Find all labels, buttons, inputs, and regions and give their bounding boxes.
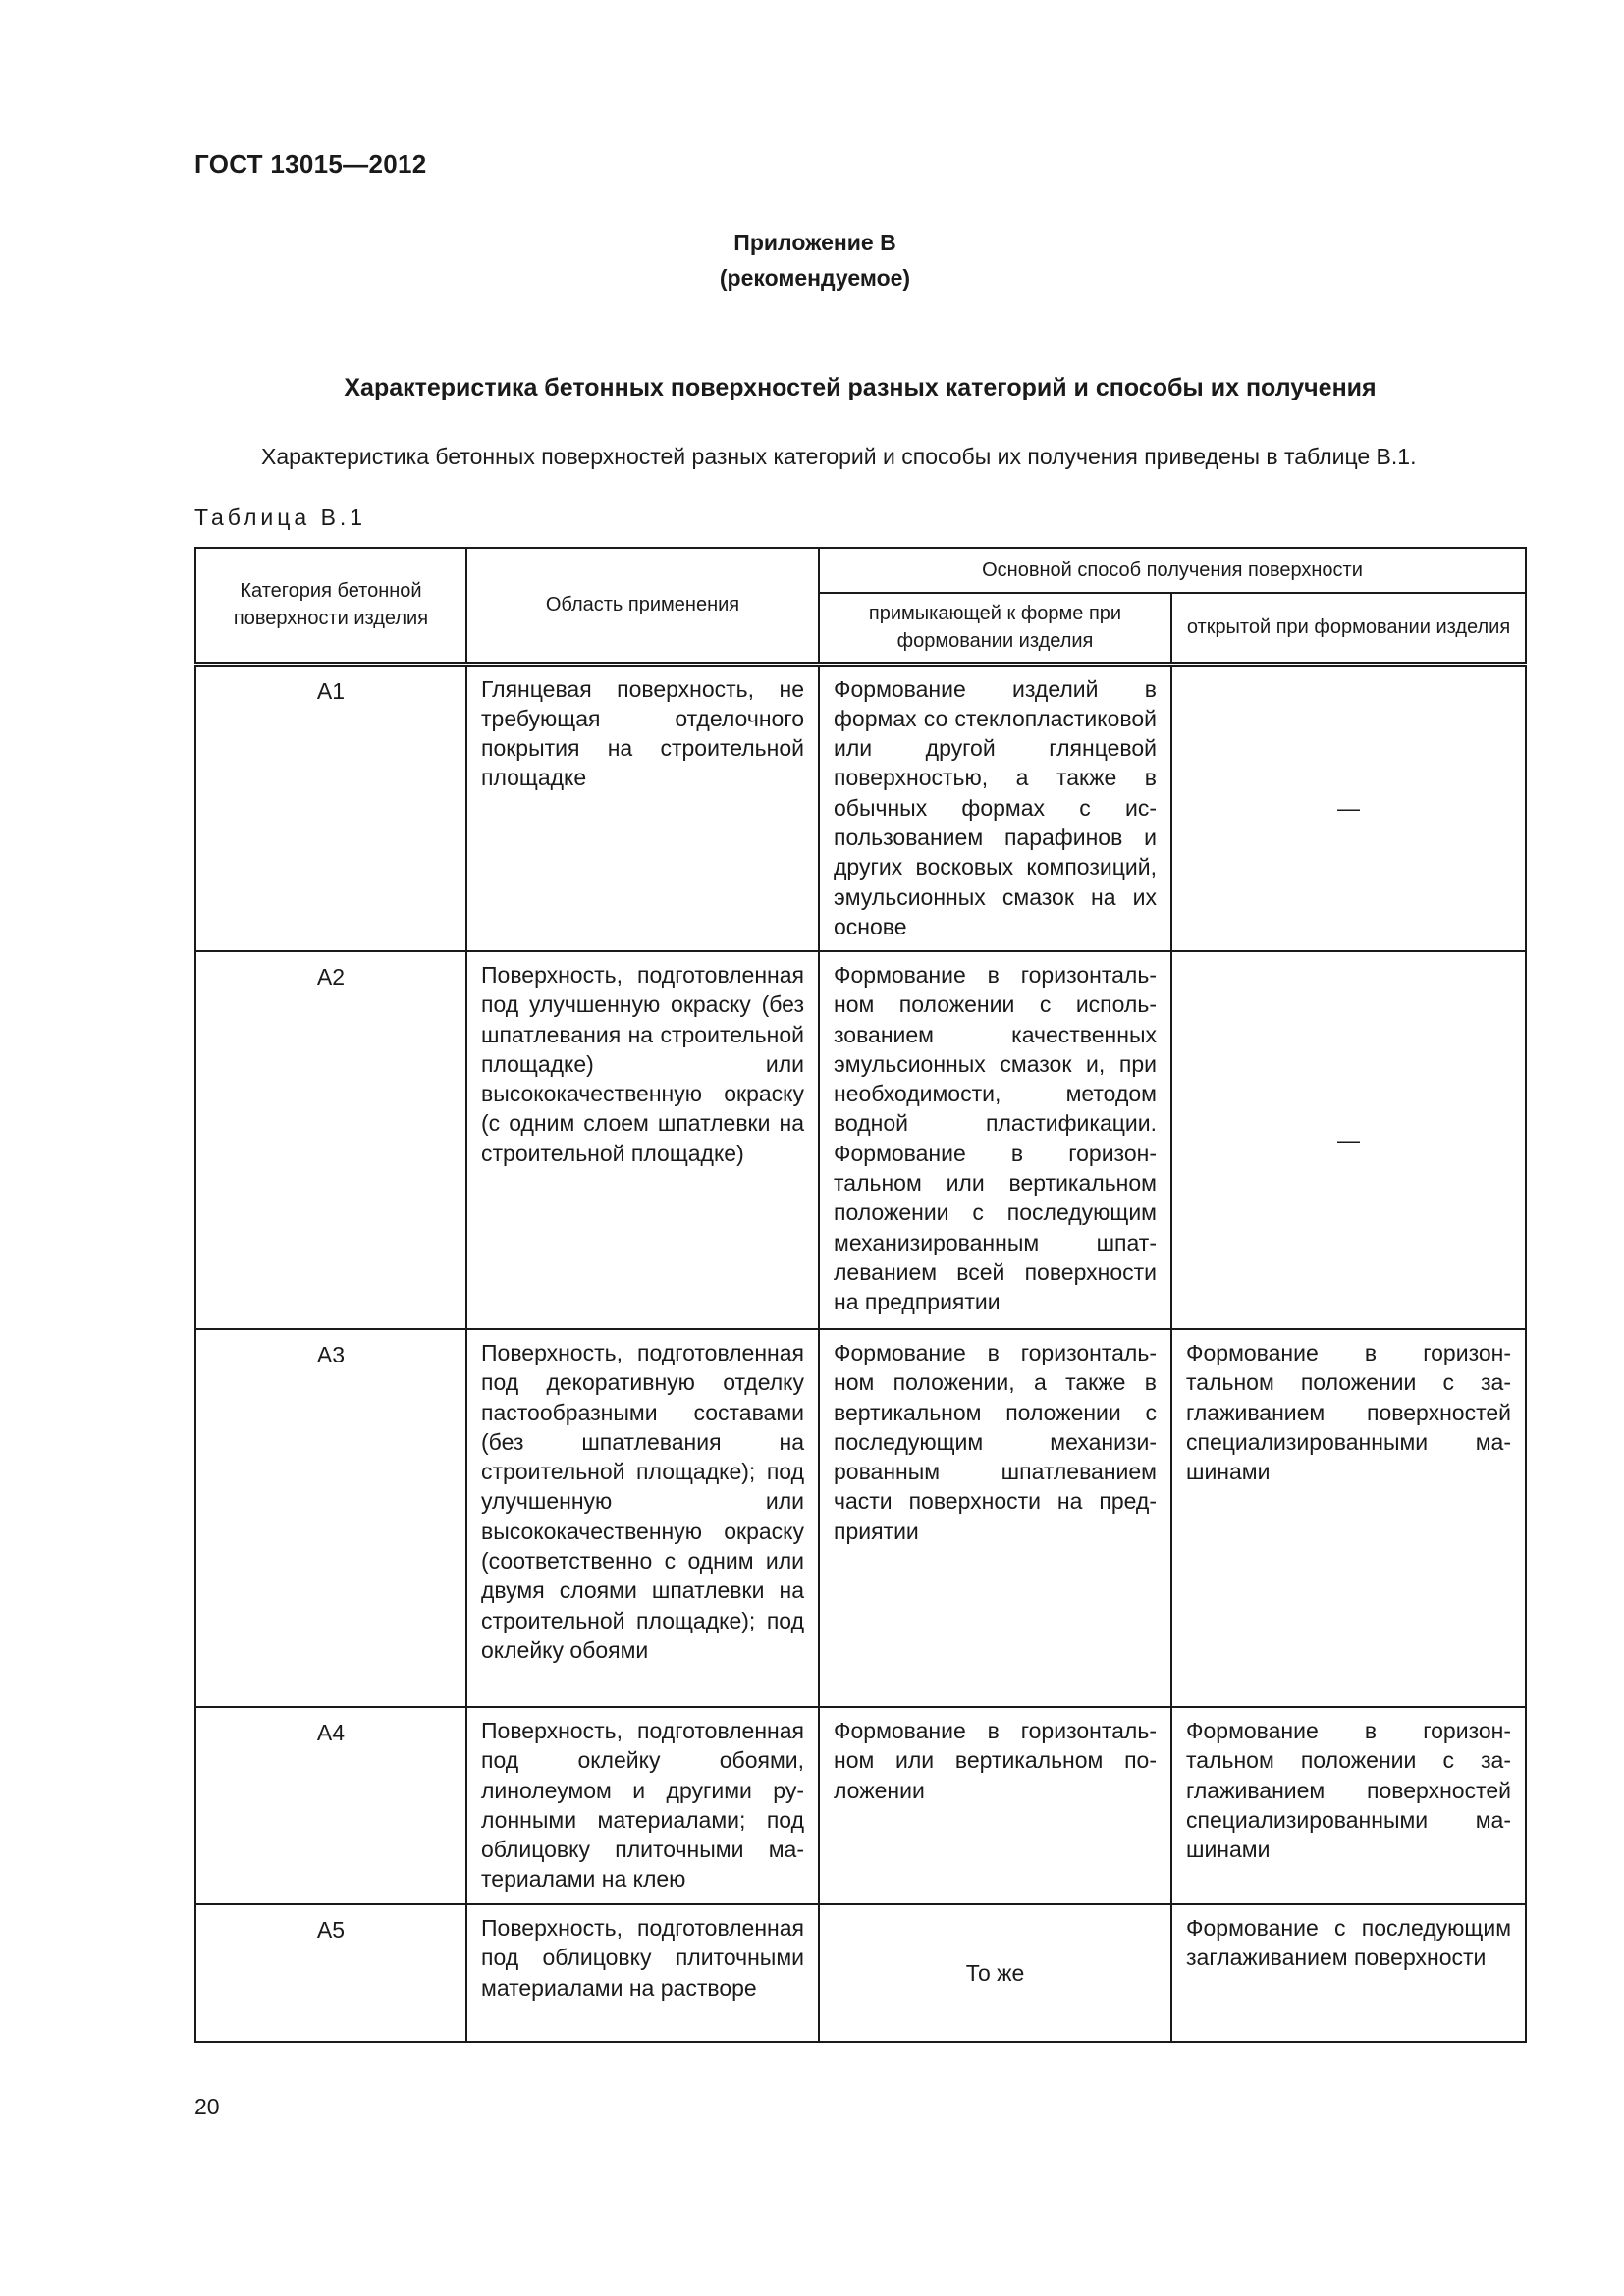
cell-adjacent: Формование в горизонтальном положении с использованием качественных эмульсионных смазок и, при необходимости, методом водной пластификации. Формование в горизонтальном или вертикальном положении с последующим механизированным шпатлеванием всей поверхности на предприятии [819, 951, 1171, 1329]
table-row [195, 951, 1526, 1329]
cell-adjacent: Формование в горизонтальном или вертикальном положении [819, 1707, 1171, 1904]
cell-open: — [1171, 951, 1526, 1329]
header-category: Категория бетонной поверхности изделия [195, 548, 466, 664]
cell-area: Поверхность, подготовленная под улучшенную окраску (без шпатлевания на строительной площадке) или высококачественную окраску (с одним слоем шпатлевки на строительной площадке) [466, 951, 819, 1329]
cell-category: А1 [195, 664, 466, 951]
cell-category: А2 [195, 951, 466, 1329]
table-row [195, 1707, 1526, 1904]
cell-open: Формование с последующим заглаживанием поверхности [1171, 1904, 1526, 2042]
cell-area: Глянцевая поверхность, не требующая отделочного покрытия на строительной площадке [466, 664, 819, 951]
cell-area: Поверхность, подготовленная под облицовку плиточными материалами на растворе [466, 1904, 819, 2042]
header-adjacent: примыкающей к форме при формовании изделия [819, 593, 1171, 664]
header-area: Область применения [466, 548, 819, 664]
surface-categories-table [194, 547, 1527, 2043]
appendix-status: (рекомендуемое) [719, 265, 911, 291]
section-heading: Характеристика бетонных поверхностей разных категорий и способы их получения [344, 374, 1377, 401]
cell-open: Формование в горизонтальном положении с заглаживанием поверхностей специализированными машинами [1171, 1707, 1526, 1904]
appendix-title: Приложение В [733, 230, 896, 255]
page-number: 20 [194, 2094, 220, 2119]
cell-area: Поверхность, подготовленная под декоративную отделку пастообразными составами (без шпатлевания на строительной площадке); под улучшенную или высококачественную окраску (соответственно с одним или двумя слоями шпатлевки на строительной площадке); под оклейку обоями [466, 1329, 819, 1707]
cell-open: — [1171, 664, 1526, 951]
table-row [195, 1329, 1526, 1707]
table-row [195, 664, 1526, 951]
header-method-group: Основной способ получения поверхности [819, 548, 1526, 593]
intro-paragraph: Характеристика бетонных поверхностей разных категорий и способы их получения приведены в таблице В.1. [261, 444, 1417, 469]
cell-category: А3 [195, 1329, 466, 1707]
cell-open: Формование в горизонтальном положении с заглаживанием поверхностей специализированными машинами [1171, 1329, 1526, 1707]
document-code: ГОСТ 13015—2012 [194, 149, 427, 179]
appendix-header [0, 225, 1624, 295]
table-caption: Таблица В.1 [194, 505, 367, 530]
header-open: открытой при формовании изделия [1171, 593, 1526, 664]
cell-category: А5 [195, 1904, 466, 2042]
cell-adjacent: Формование в горизонтальном положении, а также в вертикальном положении с последующим механизированным шпатлеванием части поверхности на предприятии [819, 1329, 1171, 1707]
cell-adjacent: То же [819, 1904, 1171, 2042]
cell-area: Поверхность, подготовленная под оклейку обоями, линолеумом и другими рулонными материалами; под облицовку плиточными материалами на клею [466, 1707, 819, 1904]
cell-category: А4 [195, 1707, 466, 1904]
cell-adjacent: Формование изделий в формах со стеклопластиковой или другой глянцевой поверхностью, а также в обычных формах с использованием парафинов и других восковых композиций, эмульсионных смазок на их основе [819, 664, 1171, 951]
table-row [195, 1904, 1526, 2042]
